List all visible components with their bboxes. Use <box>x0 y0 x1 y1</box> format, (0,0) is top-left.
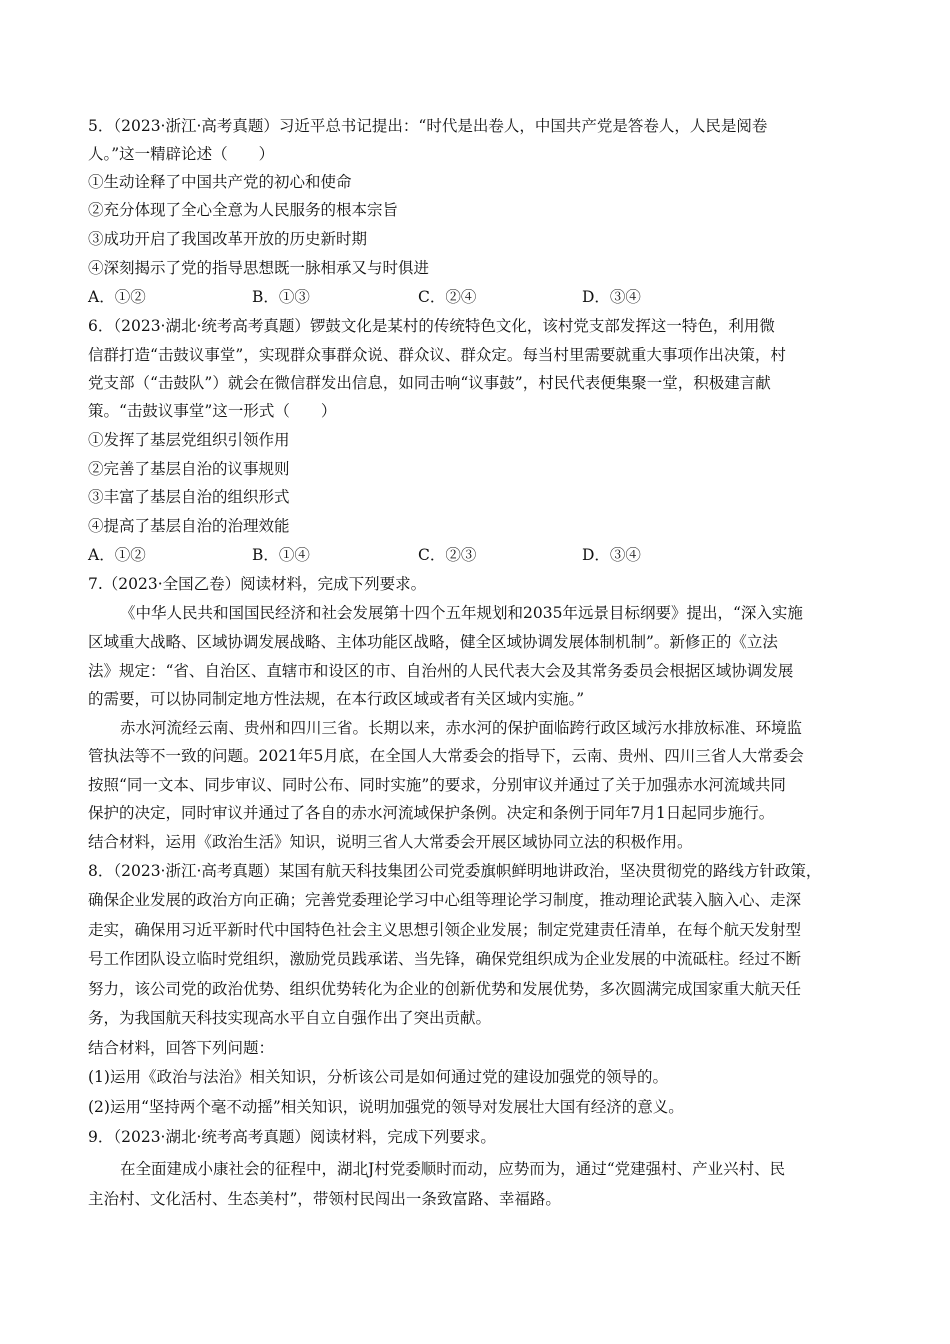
q8-prompt: 结合材料，回答下列问题： <box>88 1039 275 1057</box>
q7-para1-line-1: 《中华人民共和国国民经济和社会发展第十四个五年规划和2035年远景目标纲要》提出，“深入实施 <box>120 604 803 622</box>
q8-sub-question-1: (1)运用《政治与法治》相关知识，分析该公司是如何通过党的建设加强党的领导的。 <box>88 1068 668 1086</box>
q8-stem-line-3: 走实，确保用习近平新时代中国特色社会主义思想引领企业发展；制定党建责任清单，在每个航天发射型 <box>88 921 802 939</box>
q6-option-d: D．③④ <box>582 546 641 564</box>
q6-item-4: ④提高了基层自治的治理效能 <box>88 517 290 535</box>
q7-para2-line-4: 保护的决定，同时审议并通过了各自的赤水河流域保护条例。决定和条例于同年7月1日起同步施行。 <box>88 804 775 822</box>
q6-option-c: C．②③ <box>418 546 477 564</box>
q5-item-1: ①生动诠释了中国共产党的初心和使命 <box>88 173 352 191</box>
q7-title: 7.（2023·全国乙卷）阅读材料，完成下列要求。 <box>88 575 427 593</box>
q5-option-d: D．③④ <box>582 288 641 306</box>
q9-title: 9．（2023·湖北·统考高考真题）阅读材料，完成下列要求。 <box>88 1128 496 1146</box>
q7-para2-line-2: 管执法等不一致的问题。2021年5月底，在全国人大常委会的指导下，云南、贵州、四川三省人大常委会 <box>88 747 804 765</box>
q8-stem-line-6: 务，为我国航天科技实现高水平自立自强作出了突出贡献。 <box>88 1009 492 1027</box>
q5-item-3: ③成功开启了我国改革开放的历史新时期 <box>88 230 368 248</box>
q8-sub-question-2: (2)运用“坚持两个毫不动摇”相关知识，说明加强党的领导对发展壮大国有经济的意义。 <box>88 1098 684 1116</box>
q5-option-b: B．①③ <box>252 288 310 306</box>
q5-option-c: C．②④ <box>418 288 477 306</box>
q9-para-line-1: 在全面建成小康社会的征程中，湖北J村党委顺时而动，应势而为，通过“党建强村、产业兴村、民 <box>120 1160 786 1178</box>
q6-stem-line-3: 党支部（“击鼓队”）就会在微信群发出信息，如同击响“议事鼓”，村民代表便集聚一堂，积极建言献 <box>88 374 771 392</box>
q7-para1-line-3: 法》规定：“省、自治区、直辖市和设区的市、自治州的人民代表大会及其常务委员会根据区域协调发展 <box>88 662 794 680</box>
q6-item-3: ③丰富了基层自治的组织形式 <box>88 488 290 506</box>
q5-option-a: A．①② <box>88 288 146 306</box>
q6-stem-line-4: 策。“击鼓议事堂”这一形式（ ） <box>88 402 337 420</box>
q8-stem-line-1: 8．（2023·浙江·高考真题）某国有航天科技集团公司党委旗帜鲜明地讲政治，坚决贯彻党的路线方针政策， <box>88 862 822 880</box>
q8-stem-line-2: 确保企业发展的政治方向正确；完善党委理论学习中心组等理论学习制度，推动理论武装入脑入心、走深 <box>88 891 802 909</box>
q5-stem-line-2: 人。”这一精辟论述（ ） <box>88 145 275 163</box>
q7-para1-line-4: 的需要，可以协同制定地方性法规，在本行政区域或者有关区域内实施。” <box>88 690 585 708</box>
q9-para-line-2: 主治村、文化活村、生态美村”，带领村民闯出一条致富路、幸福路。 <box>88 1190 561 1208</box>
q6-item-1: ①发挥了基层党组织引领作用 <box>88 431 290 449</box>
q7-para2-line-3: 按照“同一文本、同步审议、同时公布、同时实施”的要求，分别审议并通过了关于加强赤水河流域共同 <box>88 776 786 794</box>
q5-item-2: ②充分体现了全心全意为人民服务的根本宗旨 <box>88 201 399 219</box>
q5-item-4: ④深刻揭示了党的指导思想既一脉相承又与时俱进 <box>88 259 430 277</box>
q6-stem-line-2: 信群打造“击鼓议事堂”，实现群众事群众说、群众议、群众定。每当村里需要就重大事项作出决策，村 <box>88 346 786 364</box>
q5-stem-line-1: 5．（2023·浙江·高考真题）习近平总书记提出：“时代是出卷人，中国共产党是答卷人，人民是阅卷 <box>88 117 768 135</box>
q6-option-b: B．①④ <box>252 546 310 564</box>
q8-stem-line-5: 努力，该公司党的政治优势、组织优势转化为企业的创新优势和发展优势，多次圆满完成国家重大航天任 <box>88 980 802 998</box>
q8-stem-line-4: 号工作团队设立临时党组织，激励党员践承诺、当先锋，确保党组织成为企业发展的中流砥柱。经过不断 <box>88 950 802 968</box>
q6-option-a: A．①② <box>88 546 146 564</box>
q6-stem-line-1: 6．（2023·湖北·统考高考真题）锣鼓文化是某村的传统特色文化，该村党支部发挥这一特色，利用微 <box>88 317 775 335</box>
q7-question: 结合材料，运用《政治生活》知识，说明三省人大常委会开展区域协同立法的积极作用。 <box>88 833 693 851</box>
q7-para2-line-1: 赤水河流经云南、贵州和四川三省。长期以来，赤水河的保护面临跨行政区域污水排放标准、环境监 <box>120 719 803 737</box>
q6-item-2: ②完善了基层自治的议事规则 <box>88 460 290 478</box>
q7-para1-line-2: 区域重大战略、区域协调发展战略、主体功能区战略，健全区域协调发展体制机制”。新修正的《立法 <box>88 633 778 651</box>
